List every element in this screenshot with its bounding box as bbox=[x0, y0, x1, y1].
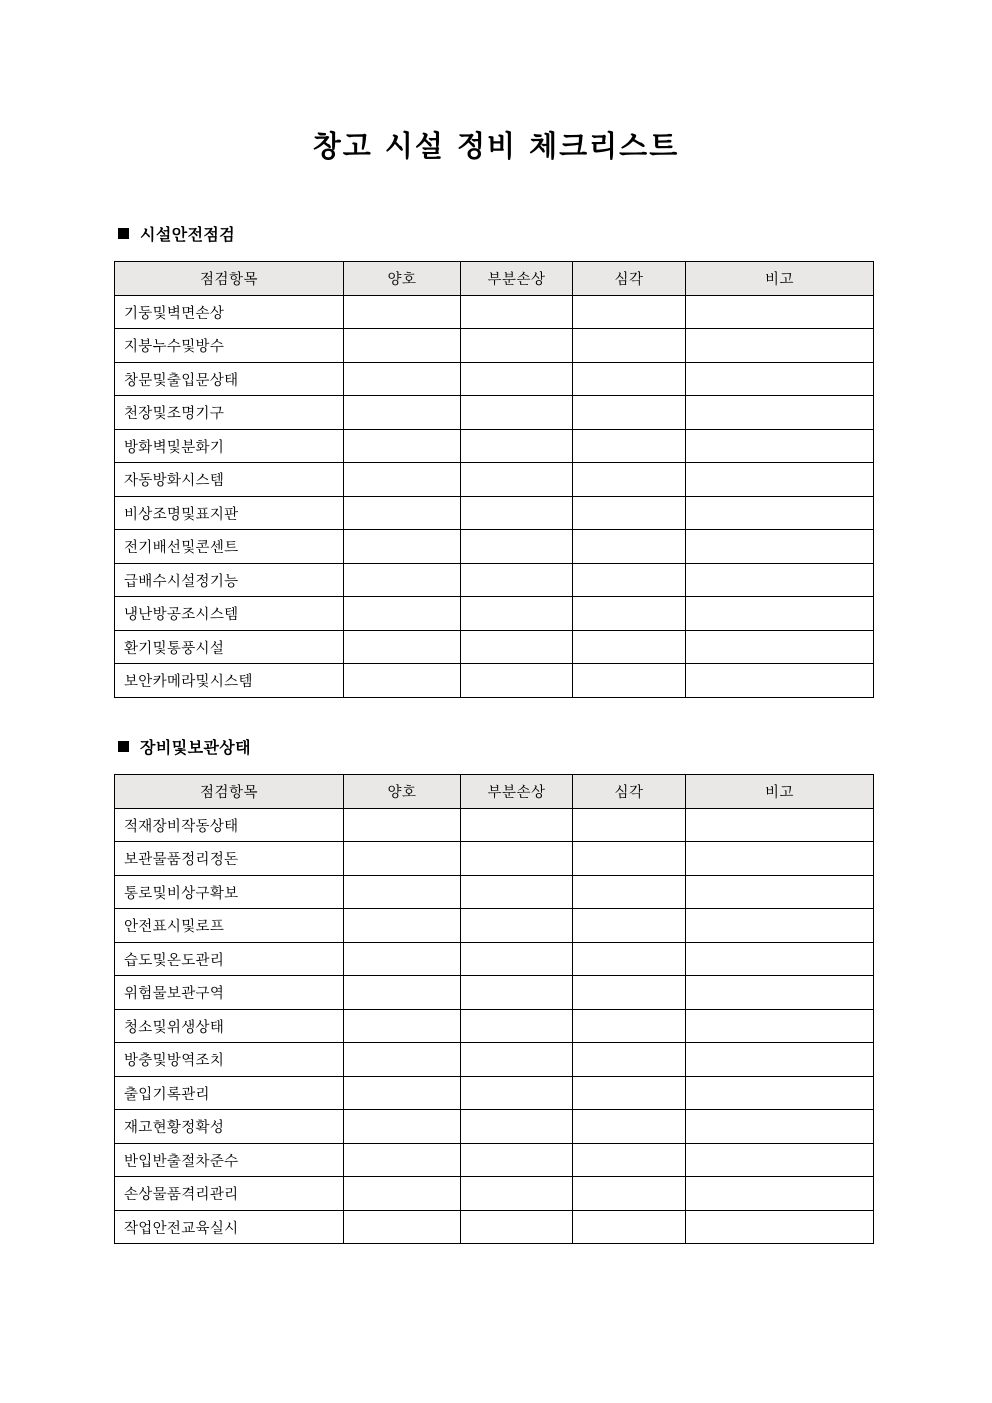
good-checkbox-cell[interactable] bbox=[344, 329, 461, 363]
good-checkbox-cell[interactable] bbox=[344, 597, 461, 631]
partial-checkbox-cell[interactable] bbox=[461, 563, 573, 597]
table-row bbox=[115, 1043, 874, 1077]
partial-checkbox-cell[interactable] bbox=[461, 1177, 573, 1211]
table-row bbox=[115, 1177, 874, 1211]
severe-checkbox-cell[interactable] bbox=[573, 942, 686, 976]
note-cell[interactable] bbox=[686, 909, 874, 943]
note-cell[interactable] bbox=[686, 664, 874, 698]
inspection-item-cell: 기둥및벽면손상 bbox=[115, 295, 344, 329]
note-cell[interactable] bbox=[686, 842, 874, 876]
partial-checkbox-cell[interactable] bbox=[461, 429, 573, 463]
good-checkbox-cell[interactable] bbox=[344, 463, 461, 497]
inspection-item-cell: 냉난방공조시스템 bbox=[115, 597, 344, 631]
note-cell[interactable] bbox=[686, 329, 874, 363]
inspection-item-cell: 환기및통풍시설 bbox=[115, 630, 344, 664]
partial-checkbox-cell[interactable] bbox=[461, 1009, 573, 1043]
note-cell[interactable] bbox=[686, 1076, 874, 1110]
partial-checkbox-cell[interactable] bbox=[461, 496, 573, 530]
note-cell[interactable] bbox=[686, 875, 874, 909]
note-cell[interactable] bbox=[686, 295, 874, 329]
good-checkbox-cell[interactable] bbox=[344, 530, 461, 564]
severe-checkbox-cell[interactable] bbox=[573, 630, 686, 664]
partial-checkbox-cell[interactable] bbox=[461, 1043, 573, 1077]
partial-checkbox-cell[interactable] bbox=[461, 530, 573, 564]
good-checkbox-cell[interactable] bbox=[344, 664, 461, 698]
partial-checkbox-cell[interactable] bbox=[461, 976, 573, 1010]
note-cell[interactable] bbox=[686, 1210, 874, 1244]
partial-checkbox-cell[interactable] bbox=[461, 630, 573, 664]
good-checkbox-cell[interactable] bbox=[344, 1143, 461, 1177]
inspection-item-cell: 급배수시설정기능 bbox=[115, 563, 344, 597]
note-cell[interactable] bbox=[686, 1143, 874, 1177]
equipment-storage-checklist-table bbox=[114, 774, 874, 1245]
note-cell[interactable] bbox=[686, 630, 874, 664]
inspection-item-cell: 청소및위생상태 bbox=[115, 1009, 344, 1043]
table-row bbox=[115, 630, 874, 664]
inspection-item-cell: 방화벽및분화기 bbox=[115, 429, 344, 463]
partial-checkbox-cell[interactable] bbox=[461, 842, 573, 876]
severe-checkbox-cell[interactable] bbox=[573, 808, 686, 842]
note-cell[interactable] bbox=[686, 1009, 874, 1043]
note-cell[interactable] bbox=[686, 808, 874, 842]
severe-checkbox-cell[interactable] bbox=[573, 563, 686, 597]
table-row bbox=[115, 1110, 874, 1144]
good-checkbox-cell[interactable] bbox=[344, 396, 461, 430]
partial-checkbox-cell[interactable] bbox=[461, 909, 573, 943]
severe-checkbox-cell[interactable] bbox=[573, 429, 686, 463]
good-checkbox-cell[interactable] bbox=[344, 1009, 461, 1043]
good-checkbox-cell[interactable] bbox=[344, 976, 461, 1010]
inspection-item-cell: 안전표시및로프 bbox=[115, 909, 344, 943]
table-row bbox=[115, 808, 874, 842]
good-checkbox-cell[interactable] bbox=[344, 1076, 461, 1110]
note-cell[interactable] bbox=[686, 496, 874, 530]
column-header-item: 점검항목 bbox=[115, 261, 344, 295]
severe-checkbox-cell[interactable] bbox=[573, 976, 686, 1010]
good-checkbox-cell[interactable] bbox=[344, 842, 461, 876]
partial-checkbox-cell[interactable] bbox=[461, 1076, 573, 1110]
column-header-severe: 심각 bbox=[573, 261, 686, 295]
table-row bbox=[115, 1210, 874, 1244]
inspection-item-cell: 출입기록관리 bbox=[115, 1076, 344, 1110]
table-row bbox=[115, 396, 874, 430]
facility-safety-table-wrapper bbox=[114, 261, 873, 698]
note-cell[interactable] bbox=[686, 563, 874, 597]
partial-checkbox-cell[interactable] bbox=[461, 329, 573, 363]
inspection-item-cell: 천장및조명기구 bbox=[115, 396, 344, 430]
partial-checkbox-cell[interactable] bbox=[461, 295, 573, 329]
note-cell[interactable] bbox=[686, 429, 874, 463]
table-row bbox=[115, 429, 874, 463]
severe-checkbox-cell[interactable] bbox=[573, 1043, 686, 1077]
severe-checkbox-cell[interactable] bbox=[573, 664, 686, 698]
section-label: 장비및보관상태 bbox=[140, 737, 251, 757]
partial-checkbox-cell[interactable] bbox=[461, 808, 573, 842]
table-row bbox=[115, 295, 874, 329]
good-checkbox-cell[interactable] bbox=[344, 362, 461, 396]
note-cell[interactable] bbox=[686, 1177, 874, 1211]
severe-checkbox-cell[interactable] bbox=[573, 1143, 686, 1177]
partial-checkbox-cell[interactable] bbox=[461, 664, 573, 698]
note-cell[interactable] bbox=[686, 597, 874, 631]
column-header-note: 비고 bbox=[686, 774, 874, 808]
note-cell[interactable] bbox=[686, 396, 874, 430]
inspection-item-cell: 위험물보관구역 bbox=[115, 976, 344, 1010]
inspection-item-cell: 보안카메라및시스템 bbox=[115, 664, 344, 698]
column-header-good: 양호 bbox=[344, 261, 461, 295]
severe-checkbox-cell[interactable] bbox=[573, 1210, 686, 1244]
column-header-good: 양호 bbox=[344, 774, 461, 808]
partial-checkbox-cell[interactable] bbox=[461, 1143, 573, 1177]
partial-checkbox-cell[interactable] bbox=[461, 942, 573, 976]
table-header-row bbox=[115, 261, 874, 295]
inspection-item-cell: 비상조명및표지판 bbox=[115, 496, 344, 530]
note-cell[interactable] bbox=[686, 942, 874, 976]
section-heading-equipment-storage bbox=[118, 735, 992, 758]
inspection-item-cell: 적재장비작동상태 bbox=[115, 808, 344, 842]
good-checkbox-cell[interactable] bbox=[344, 909, 461, 943]
note-cell[interactable] bbox=[686, 362, 874, 396]
column-header-note: 비고 bbox=[686, 261, 874, 295]
partial-checkbox-cell[interactable] bbox=[461, 362, 573, 396]
table-row bbox=[115, 976, 874, 1010]
column-header-item: 점검항목 bbox=[115, 774, 344, 808]
table-row bbox=[115, 463, 874, 497]
table-row bbox=[115, 362, 874, 396]
good-checkbox-cell[interactable] bbox=[344, 1043, 461, 1077]
table-row bbox=[115, 842, 874, 876]
severe-checkbox-cell[interactable] bbox=[573, 1110, 686, 1144]
severe-checkbox-cell[interactable] bbox=[573, 329, 686, 363]
severe-checkbox-cell[interactable] bbox=[573, 396, 686, 430]
note-cell[interactable] bbox=[686, 1043, 874, 1077]
table-header-row bbox=[115, 774, 874, 808]
severe-checkbox-cell[interactable] bbox=[573, 295, 686, 329]
severe-checkbox-cell[interactable] bbox=[573, 875, 686, 909]
severe-checkbox-cell[interactable] bbox=[573, 362, 686, 396]
column-header-severe: 심각 bbox=[573, 774, 686, 808]
severe-checkbox-cell[interactable] bbox=[573, 909, 686, 943]
equipment-storage-table-wrapper bbox=[114, 774, 873, 1245]
severe-checkbox-cell[interactable] bbox=[573, 842, 686, 876]
good-checkbox-cell[interactable] bbox=[344, 295, 461, 329]
good-checkbox-cell[interactable] bbox=[344, 630, 461, 664]
inspection-item-cell: 창문및출입문상태 bbox=[115, 362, 344, 396]
black-square-bullet-icon bbox=[118, 741, 129, 752]
partial-checkbox-cell[interactable] bbox=[461, 875, 573, 909]
section-heading-facility-safety bbox=[118, 222, 992, 245]
facility-safety-checklist-table bbox=[114, 261, 874, 698]
inspection-item-cell: 방충및방역조치 bbox=[115, 1043, 344, 1077]
inspection-item-cell: 습도및온도관리 bbox=[115, 942, 344, 976]
severe-checkbox-cell[interactable] bbox=[573, 496, 686, 530]
page-title: 창고 시설 정비 체크리스트 bbox=[312, 129, 680, 163]
good-checkbox-cell[interactable] bbox=[344, 942, 461, 976]
good-checkbox-cell[interactable] bbox=[344, 563, 461, 597]
partial-checkbox-cell[interactable] bbox=[461, 463, 573, 497]
good-checkbox-cell[interactable] bbox=[344, 808, 461, 842]
note-cell[interactable] bbox=[686, 463, 874, 497]
note-cell[interactable] bbox=[686, 530, 874, 564]
table-row bbox=[115, 1009, 874, 1043]
inspection-item-cell: 지붕누수및방수 bbox=[115, 329, 344, 363]
inspection-item-cell: 재고현황정확성 bbox=[115, 1110, 344, 1144]
table-row bbox=[115, 530, 874, 564]
inspection-item-cell: 전기배선및콘센트 bbox=[115, 530, 344, 564]
severe-checkbox-cell[interactable] bbox=[573, 1177, 686, 1211]
partial-checkbox-cell[interactable] bbox=[461, 597, 573, 631]
severe-checkbox-cell[interactable] bbox=[573, 1009, 686, 1043]
good-checkbox-cell[interactable] bbox=[344, 1110, 461, 1144]
severe-checkbox-cell[interactable] bbox=[573, 530, 686, 564]
column-header-partial: 부분손상 bbox=[461, 261, 573, 295]
good-checkbox-cell[interactable] bbox=[344, 875, 461, 909]
inspection-item-cell: 작업안전교육실시 bbox=[115, 1210, 344, 1244]
table-row bbox=[115, 942, 874, 976]
table-row bbox=[115, 329, 874, 363]
table-row bbox=[115, 664, 874, 698]
good-checkbox-cell[interactable] bbox=[344, 496, 461, 530]
good-checkbox-cell[interactable] bbox=[344, 1177, 461, 1211]
partial-checkbox-cell[interactable] bbox=[461, 1210, 573, 1244]
table-row bbox=[115, 909, 874, 943]
severe-checkbox-cell[interactable] bbox=[573, 463, 686, 497]
note-cell[interactable] bbox=[686, 1110, 874, 1144]
severe-checkbox-cell[interactable] bbox=[573, 597, 686, 631]
inspection-item-cell: 반입반출절차준수 bbox=[115, 1143, 344, 1177]
inspection-item-cell: 보관물품정리정돈 bbox=[115, 842, 344, 876]
inspection-item-cell: 자동방화시스템 bbox=[115, 463, 344, 497]
section-label: 시설안전점검 bbox=[140, 224, 236, 244]
note-cell[interactable] bbox=[686, 976, 874, 1010]
inspection-item-cell: 통로및비상구확보 bbox=[115, 875, 344, 909]
column-header-partial: 부분손상 bbox=[461, 774, 573, 808]
good-checkbox-cell[interactable] bbox=[344, 1210, 461, 1244]
black-square-bullet-icon bbox=[118, 228, 129, 239]
table-row bbox=[115, 1143, 874, 1177]
table-row bbox=[115, 563, 874, 597]
partial-checkbox-cell[interactable] bbox=[461, 1110, 573, 1144]
table-row bbox=[115, 1076, 874, 1110]
severe-checkbox-cell[interactable] bbox=[573, 1076, 686, 1110]
table-row bbox=[115, 496, 874, 530]
good-checkbox-cell[interactable] bbox=[344, 429, 461, 463]
table-row bbox=[115, 875, 874, 909]
inspection-item-cell: 손상물품격리관리 bbox=[115, 1177, 344, 1211]
partial-checkbox-cell[interactable] bbox=[461, 396, 573, 430]
table-row bbox=[115, 597, 874, 631]
